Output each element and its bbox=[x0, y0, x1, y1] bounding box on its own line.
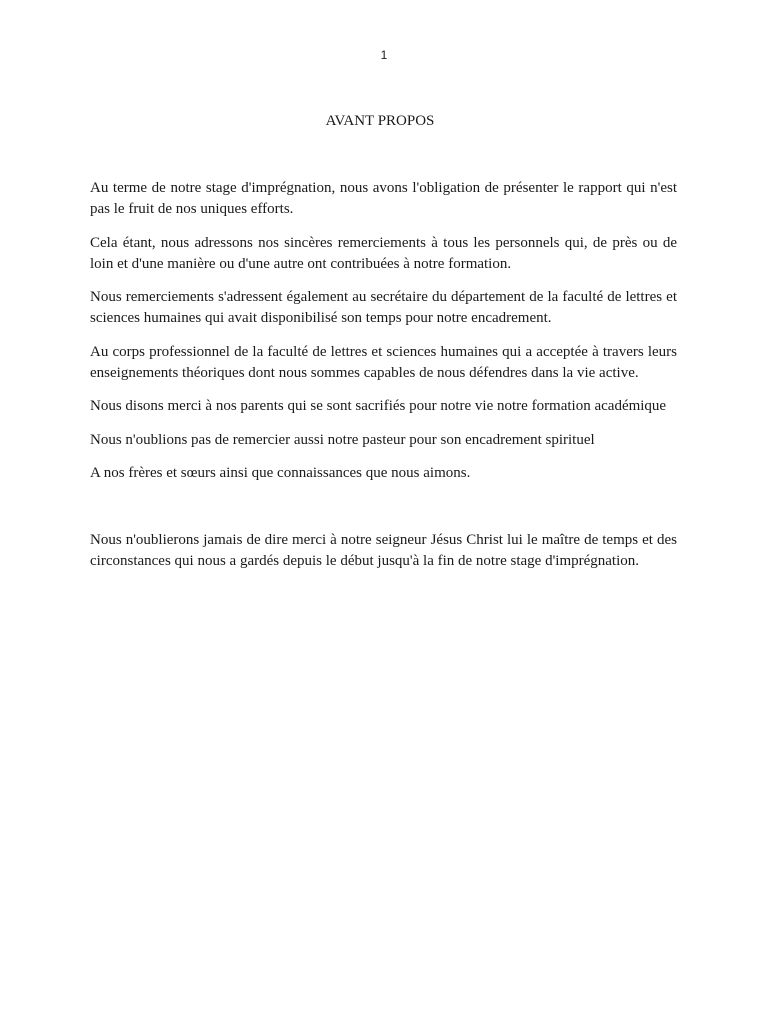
paragraph-thanks-faculty: Au corps professionnel de la faculté de lettres et sciences humaines qui a acceptée à travers leurs enseignements théoriques dont nous sommes capables de nous défendres dans la vie active. bbox=[90, 343, 677, 381]
paragraph-thanks-pastor: Nous n'oublions pas de remercier aussi notre pasteur pour son encadrement spirituel bbox=[90, 431, 595, 448]
paragraph-thanks-god: Nous n'oublierons jamais de dire merci à notre seigneur Jésus Christ lui le maître de temps et des circonstances qui nous a gardés depuis le début jusqu'à la fin de notre stage d'imprégnation. bbox=[90, 531, 677, 569]
page-number: 1 bbox=[380, 48, 388, 62]
paragraph-thanks-secretary: Nous remerciements s'adressent également au secrétaire du département de la faculté de lettres et sciences humaines qui avait disponibilisé son temps pour notre encadrement. bbox=[90, 289, 677, 326]
paragraph-thanks-staff: Cela étant, nous adressons nos sincères remerciements à tous les personnels qui, de près ou de loin et d'une manière ou d'une autre ont contribuées à notre formation. bbox=[90, 234, 677, 272]
paragraph-thanks-siblings: A nos frères et sœurs ainsi que connaissances que nous aimons. bbox=[90, 465, 471, 481]
document-body bbox=[90, 178, 677, 584]
paragraph-intro: Au terme de notre stage d'imprégnation, nous avons l'obligation de présenter le rapport qui n'est pas le fruit de nos uniques efforts. bbox=[90, 180, 677, 217]
page-title: AVANT PROPOS bbox=[325, 113, 435, 129]
paragraph-thanks-parents: Nous disons merci à nos parents qui se sont sacrifiés pour notre vie notre formation académique bbox=[90, 398, 667, 414]
paragraph-spacer bbox=[90, 497, 677, 530]
